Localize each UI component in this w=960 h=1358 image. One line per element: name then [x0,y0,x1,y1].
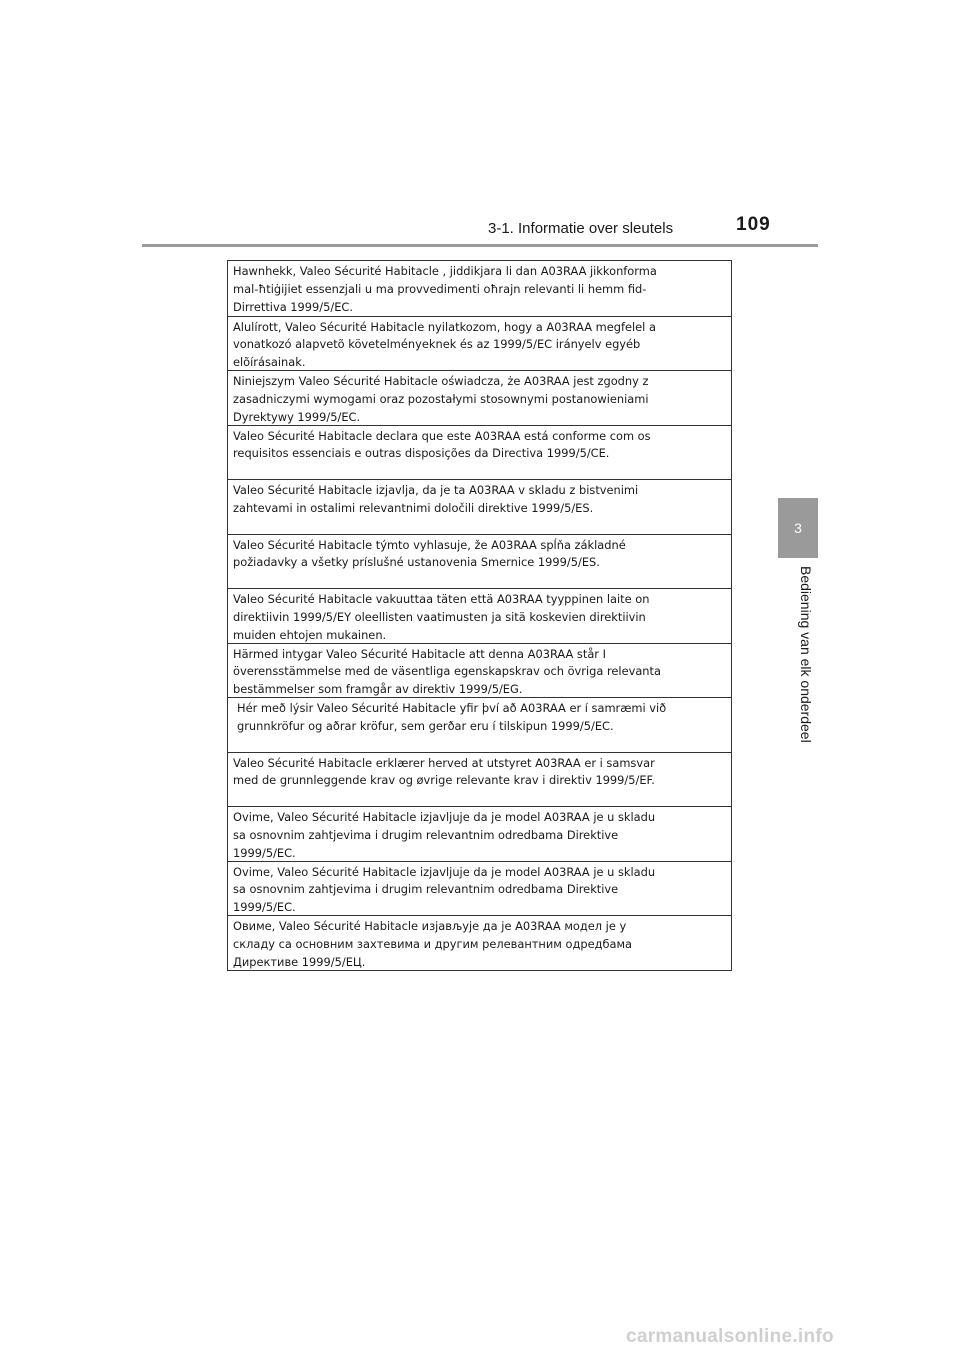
declaration-text: Valeo Sécurité Habitacle izjavlja, da je ta A03RAA v skladu z bistvenimi zahtevami in ostalimi relevantnimi določili direktive 1999/5/ES. [233,483,639,515]
declaration-table [227,260,732,971]
chapter-title: Bediening van elk onderdeel [798,566,814,743]
chapter-tab [778,498,818,558]
declaration-text: Valeo Sécurité Habitacle erklærer herved at utstyret A03RAA er i samsvar med de grunnleggende krav og øvrige relevante krav i direktiv 1999/5/EF. [233,755,655,788]
declaration-row-slovenian [228,479,731,534]
declaration-text: Hawnhekk, Valeo Sécurité Habitacle , jiddikjara li dan A03RAA jikkonforma mal-ħtiġijiet essenzjali u ma provvedimenti oħrajn relevanti li hemm fid- Dirrettiva 1999/5/EC. [233,264,657,314]
declaration-text: Valeo Sécurité Habitacle týmto vyhlasuje, že A03RAA spĺňa základné požiadavky a všetky príslušné ustanovenia Smernice 1999/5/ES. [233,537,626,570]
declaration-row-slovak [228,534,731,589]
declaration-text: Valeo Sécurité Habitacle declara que este A03RAA está conforme com os requisitos essenciais e outras disposições da Directiva 1999/5/CE. [233,428,651,461]
declaration-text: Ovime, Valeo Sécurité Habitacle izjavljuje da je model A03RAA je u skladu sa osnovnim zahtjevima i drugim relevantnim odredbama Direktive 1999/5/EC. [233,810,656,860]
watermark: carmanualsonline.info [626,1326,834,1347]
declaration-text: Härmed intygar Valeo Sécurité Habitacle att denna A03RAA står I överensstämmelse med de väsentliga egenskapskrav och övriga relevanta bestämmelser som framgår av direktiv 1999/5/EG. [233,646,661,697]
declaration-row-portuguese [228,425,731,480]
declaration-text: Овиме, Valeo Sécurité Habitacle изјављује да је A03RAA модел је у складу са основним захтевима и другим релевантним одредбама Директиве 1999/5/ЕЦ. [233,919,633,969]
declaration-row-icelandic [228,697,731,752]
declaration-row-finnish [228,588,731,643]
section-title: 3-1. Informatie over sleutels [488,220,674,237]
declaration-text: Niniejszym Valeo Sécurité Habitacle oświadcza, że A03RAA jest zgodny z zasadniczymi wymogami oraz pozostałymi stosownymi postanowieniami Dyrektywy 1999/5/EC. [233,374,649,424]
declaration-row-croatian [228,806,731,861]
declaration-text: Alulírott, Valeo Sécurité Habitacle nyilatkozom, hogy a A03RAA megfelel a vonatkozó alapvetõ követelményeknek és az 1999/5/EC irányelv egyéb elõírásainak. [233,319,656,370]
declaration-text: Hér með lýsir Valeo Sécurité Habitacle yfir því að A03RAA er í samræmi við grunnkröfur og aðrar kröfur, sem gerðar eru í tilskipun 1999/5/EC. [237,701,667,733]
declaration-row-polish [228,370,731,425]
declaration-text: Valeo Sécurité Habitacle vakuuttaa täten että A03RAA tyyppinen laite on direktiivin 1999/5/EY oleellisten vaatimusten ja sitä koskevien direktiivin muiden ehtojen mukainen. [233,592,650,642]
declaration-text: Ovime, Valeo Sécurité Habitacle izjavljuje da je model A03RAA je u skladu sa osnovnim zahtjevima i drugim relevantnim odredbama Direktive 1999/5/EC. [233,864,656,915]
header-divider [142,244,818,247]
chapter-number: 3 [794,520,802,536]
declaration-row-maltese [228,261,731,316]
declaration-row-croatian-2 [228,861,731,916]
page-number: 109 [736,214,771,235]
declaration-row-swedish [228,643,731,698]
declaration-row-serbian [228,915,731,970]
declaration-row-norwegian [228,752,731,807]
declaration-row-hungarian [228,316,731,371]
